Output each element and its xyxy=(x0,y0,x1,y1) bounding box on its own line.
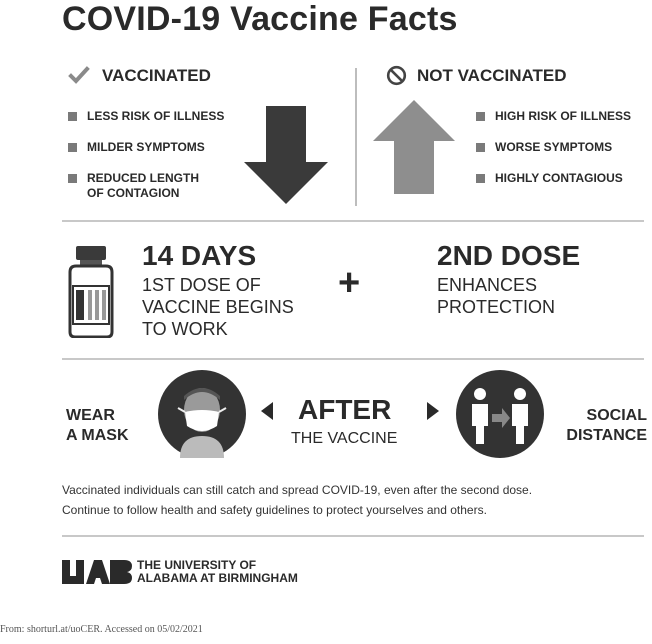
vaccinated-heading: VACCINATED xyxy=(102,66,211,85)
social-distance-icon xyxy=(456,370,544,463)
section-divider xyxy=(62,220,644,222)
dose2-line1: ENHANCES xyxy=(437,275,538,295)
arrow-down-icon xyxy=(244,106,328,209)
bullet-square xyxy=(68,174,77,183)
dose1-line1: 1ST DOSE OF xyxy=(142,275,261,295)
dose2-headline: 2ND DOSE xyxy=(437,240,581,271)
dose1-line3: TO WORK xyxy=(142,319,228,339)
plus-icon: + xyxy=(338,262,361,304)
after-headline: AFTER xyxy=(298,394,392,425)
dose2-line2: PROTECTION xyxy=(437,297,556,317)
chevron-right-icon xyxy=(427,402,439,425)
not-vaccinated-bullets xyxy=(476,171,651,186)
not-vaccinated-bullets xyxy=(476,109,651,124)
not-vaccinated-bullets xyxy=(476,140,651,155)
face-mask-icon xyxy=(158,370,246,463)
page-title: COVID-19 Vaccine Facts xyxy=(62,0,458,38)
uab-logo xyxy=(62,560,132,589)
after-subheadline: THE VACCINE xyxy=(291,430,398,447)
list-item: HIGH RISK OF ILLNESS xyxy=(476,109,651,124)
uab-name: THE UNIVERSITY OF ALABAMA AT BIRMINGHAM xyxy=(137,558,298,585)
mask-text: WEAR A MASK xyxy=(66,407,129,444)
column-divider xyxy=(355,68,357,206)
section-divider xyxy=(62,358,644,360)
vaccinated-bullets xyxy=(68,109,248,124)
disclaimer-text: Vaccinated individuals can still catch and spread COVID-19, even after the second dose. Continue to follow health and safety guidelines to protect yourselves and others. xyxy=(62,483,533,517)
list-item: REDUCED LENGTH OF CONTAGION xyxy=(68,171,218,201)
dose1-line2: VACCINE BEGINS xyxy=(142,297,294,317)
dose1-headline: 14 DAYS xyxy=(142,240,257,271)
list-item: HIGHLY CONTAGIOUS xyxy=(476,171,651,186)
bullet-square xyxy=(476,174,485,183)
vaccinated-bullets xyxy=(68,140,248,155)
bullet-square xyxy=(68,112,77,121)
distance-text: SOCIAL DISTANCE xyxy=(566,407,647,444)
check-icon xyxy=(68,65,90,90)
bullet-square xyxy=(476,143,485,152)
source-citation: From: shorturl.at/uoCER. Accessed on 05/02/2021 xyxy=(0,624,203,635)
vaccine-vial-icon xyxy=(62,246,120,343)
vaccinated-bullets xyxy=(68,171,218,201)
chevron-left-icon xyxy=(261,402,273,425)
list-item: LESS RISK OF ILLNESS xyxy=(68,109,248,124)
prohibited-icon xyxy=(386,65,407,91)
bullet-square xyxy=(68,143,77,152)
list-item: MILDER SYMPTOMS xyxy=(68,140,248,155)
list-item: WORSE SYMPTOMS xyxy=(476,140,651,155)
bullet-square xyxy=(476,112,485,121)
not-vaccinated-heading: NOT VACCINATED xyxy=(417,66,567,85)
section-divider xyxy=(62,535,644,537)
arrow-up-icon xyxy=(373,100,455,199)
